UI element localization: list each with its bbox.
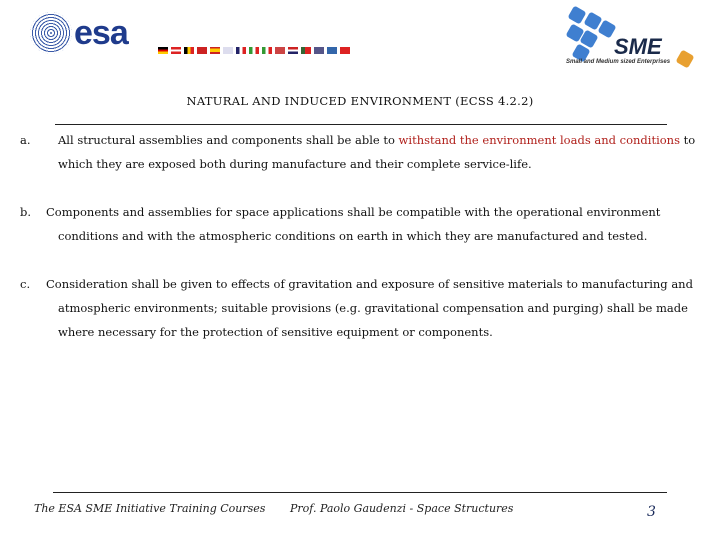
item-marker: c. [20, 277, 31, 291]
item-marker: a. [20, 133, 31, 147]
item-text: All structural assemblies and components shall be able to [58, 133, 399, 147]
sme-tagline: Small and Medium sized Enterprises [566, 59, 671, 65]
footer-author: Prof. Paolo Gaudenzi - Space Structures [290, 502, 514, 515]
title-divider [55, 124, 667, 125]
sme-logo [560, 6, 700, 66]
footer-course: The ESA SME Initiative Training Courses [34, 502, 266, 515]
member-flags [158, 47, 350, 54]
highlighted-text: withstand the environment loads and conditions [398, 133, 680, 147]
esa-logo [30, 12, 128, 54]
item-text: atmospheric environments; suitable provisions (e.g. gravitational compensation and purging) shall be made [58, 301, 688, 315]
esa-logo-text: esa [74, 13, 128, 52]
item-text: conditions and with the atmospheric conditions on earth in which they are manufactured and tested. [58, 229, 648, 243]
item-c [20, 272, 693, 344]
item-text: to [680, 133, 696, 147]
item-b [20, 200, 660, 248]
slide-title: NATURAL AND INDUCED ENVIRONMENT (ECSS 4.2.2) [186, 94, 534, 108]
sme-logo-text: SME [614, 34, 662, 59]
item-marker: b. [20, 205, 32, 219]
item-text: where necessary for the protection of sensitive equipment or components. [58, 325, 493, 339]
item-text: Components and assemblies for space applications shall be compatible with the operational environment [46, 205, 661, 219]
item-text: Consideration shall be given to effects of gravitation and exposure of sensitive materials to manufacturing and [46, 277, 693, 291]
item-a [20, 128, 695, 176]
esa-globe-icon [30, 12, 72, 54]
page-number: 3 [647, 504, 656, 520]
item-text: which they are exposed both during manufacture and their complete service-life. [58, 157, 532, 171]
footer-divider [53, 492, 667, 493]
